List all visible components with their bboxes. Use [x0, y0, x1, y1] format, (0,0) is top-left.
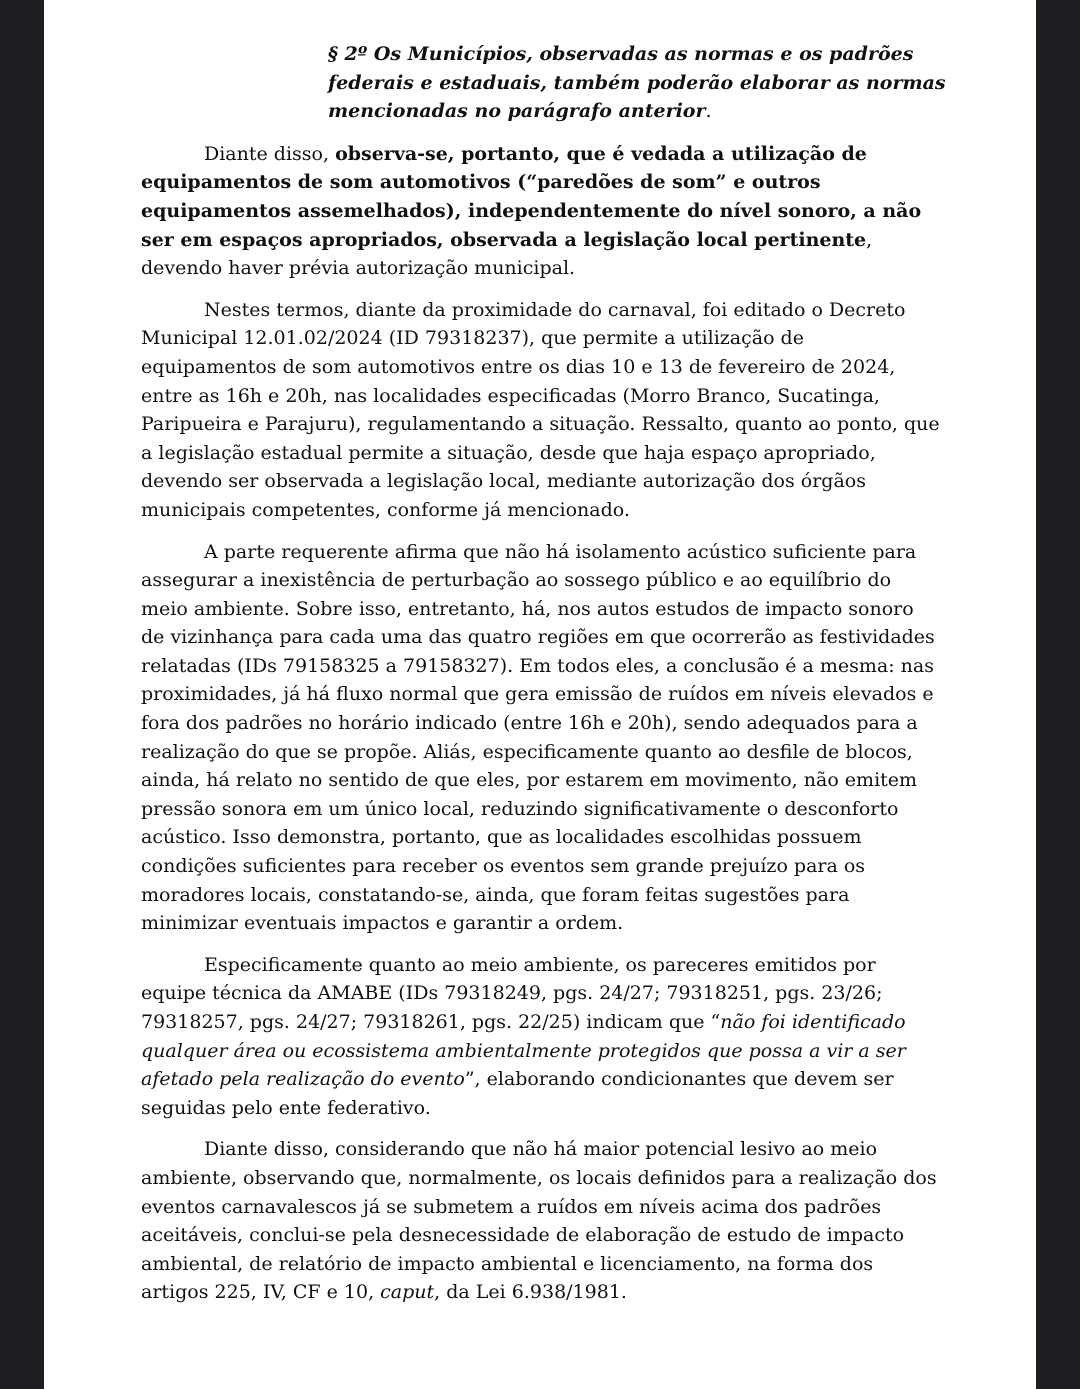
- paragraph-1-bold: observa-se, portanto, que é vedada a utilização de equipamentos de som automotivos (“paredões de som” e outros equipamentos assemelhados), independentemente do nível sonoro, a não ser em espaços apropriados, observada a legislação local pertinente: [141, 142, 922, 251]
- paragraph-5-caput: caput: [380, 1281, 435, 1304]
- document-page: [44, 0, 1036, 1389]
- paragraph-4-citation: não foi identificado qualquer área ou ecossistema ambientalmente protegidos que possa a vir a ser afetado pela realização do evento: [141, 1011, 906, 1091]
- paragraph-1-intro: Diante disso,: [204, 142, 336, 165]
- paragraph-4-end: ”, elaborando condicionantes que devem ser seguidas pelo ente federativo.: [141, 1068, 894, 1119]
- legal-quote: [328, 40, 948, 126]
- paragraph-3: A parte requerente afirma que não há isolamento acústico suficiente para assegurar a inexistência de perturbação ao sossego público e ao equilíbrio do meio ambiente. Sobre isso, entretanto, há, nos autos estudos de impacto sonoro de vizinhança para cada uma das quatro regiões em que ocorrerão as festividades relatadas (IDs 79158325 a 79158327). Em todos eles, a conclusão é a mesma: nas proximidades, já há fluxo normal que gera emissão de ruídos em níveis elevados e fora dos padrões no horário indicado (entre 16h e 20h), sendo adequados para a realização do que se propõe. Aliás, especificamente quanto ao desfile de blocos, ainda, há relato no sentido de que eles, por estarem em movimento, não emitem pressão sonora em um único local, reduzindo significativamente o desconforto acústico. Isso demonstra, portanto, que as localidades escolhidas possuem condições suficientes para receber os eventos sem grande prejuízo para os moradores locais, constatando-se, ainda, que foram feitas sugestões para minimizar eventuais impactos e garantir a ordem.: [141, 540, 935, 935]
- paragraph-1-end: , devendo haver prévia autorização municipal.: [141, 228, 873, 280]
- quote-end: .: [705, 100, 712, 123]
- paragraph-5: [141, 1135, 941, 1307]
- paragraph-4: [141, 951, 941, 1123]
- paragraph-5-intro: Diante disso, considerando que não há maior potencial lesivo ao meio ambiente, observando que, normalmente, os locais definidos para a realização dos eventos carnavalescos já se submetem a ruídos em níveis acima dos padrões aceitáveis, conclui-se pela desnecessidade de elaboração de estudo de impacto ambiental, de relatório de impacto ambiental e licenciamento, na forma dos artigos 225, IV, CF e 10,: [141, 1138, 937, 1304]
- paragraph-5-end: , da Lei 6.938/1981.: [434, 1281, 627, 1304]
- paragraph-1: [141, 140, 941, 283]
- paragraph-2: Nestes termos, diante da proximidade do carnaval, foi editado o Decreto Municipal 12.01.02/2024 (ID 79318237), que permite a utilização de equipamentos de som automotivos entre os dias 10 e 13 de fevereiro de 2024, entre as 16h e 20h, nas localidades especificadas (Morro Branco, Sucatinga, Paripueira e Parajuru), regulamentando a situação. Ressalto, quanto ao ponto, que a legislação estadual permite a situação, desde que haja espaço apropriado, devendo ser observada a legislação local, mediante autorização dos órgãos municipais competentes, conforme já mencionado.: [141, 298, 940, 521]
- quote-text: § 2º Os Municípios, observadas as normas e os padrões federais e estaduais, também poderão elaborar as normas mencionadas no parágrafo anterior: [328, 43, 946, 123]
- paragraph-4-intro: Especificamente quanto ao meio ambiente, os pareceres emitidos por equipe técnica da AMABE (IDs 79318249, pgs. 24/27; 79318251, pgs. 23/26; 79318257, pgs. 24/27; 79318261, pgs. 22/25) indicam que “: [141, 953, 883, 1033]
- document-body: [141, 40, 946, 1320]
